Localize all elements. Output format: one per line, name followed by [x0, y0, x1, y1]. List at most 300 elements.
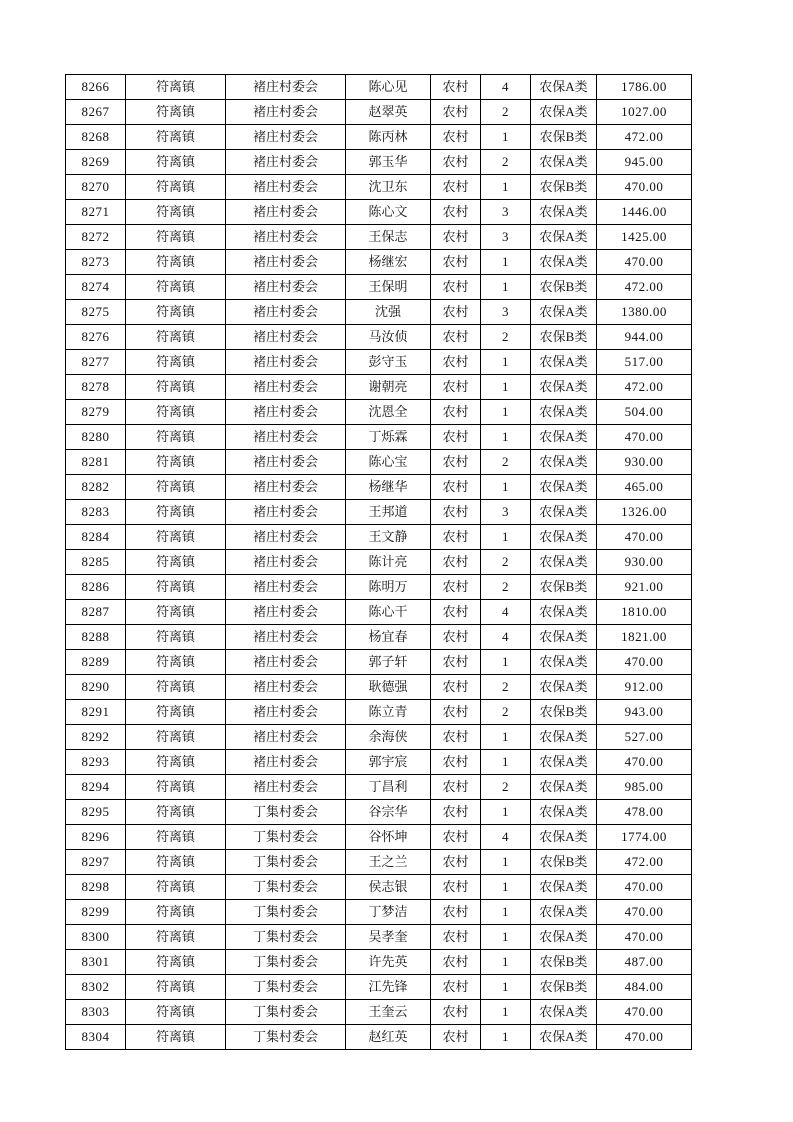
cell-town: 符离镇: [126, 625, 226, 650]
cell-id: 8269: [66, 150, 126, 175]
cell-village: 褚庄村委会: [226, 650, 346, 675]
cell-village: 褚庄村委会: [226, 275, 346, 300]
cell-village: 丁集村委会: [226, 825, 346, 850]
cell-count: 1: [481, 650, 531, 675]
cell-category: 农保A类: [531, 1000, 597, 1025]
cell-town: 符离镇: [126, 675, 226, 700]
cell-count: 4: [481, 625, 531, 650]
cell-town: 符离镇: [126, 450, 226, 475]
cell-name: 谢朝亮: [346, 375, 431, 400]
cell-amount: 470.00: [597, 525, 692, 550]
cell-type: 农村: [431, 125, 481, 150]
cell-name: 陈明万: [346, 575, 431, 600]
cell-count: 2: [481, 775, 531, 800]
cell-id: 8295: [66, 800, 126, 825]
cell-amount: 470.00: [597, 425, 692, 450]
cell-count: 1: [481, 250, 531, 275]
cell-town: 符离镇: [126, 950, 226, 975]
cell-category: 农保A类: [531, 650, 597, 675]
cell-category: 农保A类: [531, 600, 597, 625]
cell-type: 农村: [431, 875, 481, 900]
cell-name: 王保明: [346, 275, 431, 300]
cell-type: 农村: [431, 850, 481, 875]
cell-id: 8297: [66, 850, 126, 875]
cell-town: 符离镇: [126, 1025, 226, 1050]
cell-count: 1: [481, 375, 531, 400]
table-row: [66, 600, 692, 625]
cell-count: 1: [481, 275, 531, 300]
cell-village: 褚庄村委会: [226, 325, 346, 350]
table-row: [66, 950, 692, 975]
cell-category: 农保A类: [531, 1025, 597, 1050]
cell-id: 8303: [66, 1000, 126, 1025]
cell-id: 8304: [66, 1025, 126, 1050]
cell-village: 褚庄村委会: [226, 700, 346, 725]
cell-name: 沈恩全: [346, 400, 431, 425]
table-row: [66, 125, 692, 150]
cell-category: 农保B类: [531, 700, 597, 725]
table-row: [66, 1025, 692, 1050]
cell-count: 1: [481, 475, 531, 500]
table-row: [66, 500, 692, 525]
cell-category: 农保A类: [531, 750, 597, 775]
table-row: [66, 925, 692, 950]
table-body: [66, 75, 692, 1050]
cell-type: 农村: [431, 325, 481, 350]
cell-town: 符离镇: [126, 250, 226, 275]
cell-id: 8301: [66, 950, 126, 975]
cell-amount: 1810.00: [597, 600, 692, 625]
cell-id: 8298: [66, 875, 126, 900]
table-row: [66, 550, 692, 575]
cell-town: 符离镇: [126, 975, 226, 1000]
cell-category: 农保A类: [531, 450, 597, 475]
cell-town: 符离镇: [126, 700, 226, 725]
cell-id: 8276: [66, 325, 126, 350]
cell-type: 农村: [431, 825, 481, 850]
cell-name: 陈心宝: [346, 450, 431, 475]
table-row: [66, 475, 692, 500]
cell-village: 褚庄村委会: [226, 550, 346, 575]
cell-id: 8294: [66, 775, 126, 800]
cell-id: 8270: [66, 175, 126, 200]
cell-category: 农保A类: [531, 775, 597, 800]
table-row: [66, 225, 692, 250]
cell-category: 农保A类: [531, 725, 597, 750]
cell-town: 符离镇: [126, 750, 226, 775]
cell-village: 褚庄村委会: [226, 500, 346, 525]
cell-name: 彭守玉: [346, 350, 431, 375]
cell-town: 符离镇: [126, 375, 226, 400]
cell-category: 农保A类: [531, 375, 597, 400]
cell-category: 农保A类: [531, 425, 597, 450]
cell-name: 马汝侦: [346, 325, 431, 350]
cell-id: 8280: [66, 425, 126, 450]
cell-type: 农村: [431, 550, 481, 575]
cell-id: 8266: [66, 75, 126, 100]
table-row: [66, 425, 692, 450]
cell-count: 4: [481, 600, 531, 625]
cell-village: 褚庄村委会: [226, 625, 346, 650]
cell-count: 1: [481, 750, 531, 775]
cell-town: 符离镇: [126, 800, 226, 825]
cell-village: 褚庄村委会: [226, 525, 346, 550]
cell-type: 农村: [431, 350, 481, 375]
table-row: [66, 575, 692, 600]
cell-town: 符离镇: [126, 300, 226, 325]
cell-amount: 478.00: [597, 800, 692, 825]
cell-name: 沈强: [346, 300, 431, 325]
cell-category: 农保B类: [531, 950, 597, 975]
cell-count: 4: [481, 825, 531, 850]
table-row: [66, 1000, 692, 1025]
cell-amount: 1326.00: [597, 500, 692, 525]
cell-type: 农村: [431, 500, 481, 525]
cell-town: 符离镇: [126, 775, 226, 800]
table-row: [66, 75, 692, 100]
cell-town: 符离镇: [126, 900, 226, 925]
cell-count: 1: [481, 350, 531, 375]
cell-name: 陈丙林: [346, 125, 431, 150]
cell-village: 褚庄村委会: [226, 250, 346, 275]
cell-name: 耿德强: [346, 675, 431, 700]
cell-amount: 517.00: [597, 350, 692, 375]
cell-count: 3: [481, 500, 531, 525]
cell-amount: 472.00: [597, 375, 692, 400]
cell-village: 丁集村委会: [226, 800, 346, 825]
cell-village: 褚庄村委会: [226, 400, 346, 425]
table-row: [66, 200, 692, 225]
cell-town: 符离镇: [126, 1000, 226, 1025]
cell-category: 农保B类: [531, 125, 597, 150]
cell-village: 丁集村委会: [226, 925, 346, 950]
cell-town: 符离镇: [126, 325, 226, 350]
table-row: [66, 775, 692, 800]
cell-village: 丁集村委会: [226, 900, 346, 925]
cell-name: 丁梦洁: [346, 900, 431, 925]
subsidy-table: [65, 74, 692, 1050]
cell-name: 丁昌利: [346, 775, 431, 800]
cell-category: 农保A类: [531, 350, 597, 375]
cell-name: 王文静: [346, 525, 431, 550]
cell-amount: 470.00: [597, 900, 692, 925]
cell-village: 丁集村委会: [226, 850, 346, 875]
cell-amount: 465.00: [597, 475, 692, 500]
cell-village: 褚庄村委会: [226, 450, 346, 475]
cell-amount: 527.00: [597, 725, 692, 750]
cell-category: 农保A类: [531, 675, 597, 700]
cell-category: 农保A类: [531, 900, 597, 925]
cell-count: 1: [481, 1025, 531, 1050]
cell-type: 农村: [431, 800, 481, 825]
cell-type: 农村: [431, 525, 481, 550]
cell-name: 杨继华: [346, 475, 431, 500]
cell-amount: 472.00: [597, 275, 692, 300]
cell-amount: 470.00: [597, 650, 692, 675]
cell-town: 符离镇: [126, 350, 226, 375]
cell-category: 农保B类: [531, 275, 597, 300]
cell-amount: 487.00: [597, 950, 692, 975]
cell-type: 农村: [431, 425, 481, 450]
cell-village: 褚庄村委会: [226, 100, 346, 125]
cell-type: 农村: [431, 750, 481, 775]
table-row: [66, 375, 692, 400]
cell-name: 王邦道: [346, 500, 431, 525]
cell-type: 农村: [431, 225, 481, 250]
cell-name: 侯志银: [346, 875, 431, 900]
cell-id: 8302: [66, 975, 126, 1000]
cell-village: 丁集村委会: [226, 975, 346, 1000]
cell-town: 符离镇: [126, 200, 226, 225]
cell-amount: 470.00: [597, 250, 692, 275]
cell-id: 8287: [66, 600, 126, 625]
cell-count: 1: [481, 800, 531, 825]
table-row: [66, 975, 692, 1000]
cell-type: 农村: [431, 450, 481, 475]
cell-village: 褚庄村委会: [226, 125, 346, 150]
cell-amount: 470.00: [597, 925, 692, 950]
cell-type: 农村: [431, 950, 481, 975]
cell-count: 1: [481, 725, 531, 750]
cell-type: 农村: [431, 400, 481, 425]
cell-village: 褚庄村委会: [226, 375, 346, 400]
cell-id: 8292: [66, 725, 126, 750]
table-row: [66, 750, 692, 775]
cell-town: 符离镇: [126, 925, 226, 950]
cell-type: 农村: [431, 300, 481, 325]
cell-id: 8299: [66, 900, 126, 925]
cell-amount: 985.00: [597, 775, 692, 800]
cell-amount: 472.00: [597, 125, 692, 150]
table-row: [66, 100, 692, 125]
cell-count: 3: [481, 200, 531, 225]
table-row: [66, 825, 692, 850]
cell-count: 1: [481, 850, 531, 875]
cell-name: 赵翠英: [346, 100, 431, 125]
cell-id: 8279: [66, 400, 126, 425]
cell-id: 8300: [66, 925, 126, 950]
cell-id: 8290: [66, 675, 126, 700]
cell-amount: 944.00: [597, 325, 692, 350]
cell-amount: 1774.00: [597, 825, 692, 850]
cell-village: 褚庄村委会: [226, 200, 346, 225]
cell-category: 农保A类: [531, 250, 597, 275]
cell-category: 农保B类: [531, 175, 597, 200]
cell-name: 王奎云: [346, 1000, 431, 1025]
table-row: [66, 850, 692, 875]
cell-count: 2: [481, 700, 531, 725]
cell-type: 农村: [431, 625, 481, 650]
cell-id: 8289: [66, 650, 126, 675]
cell-id: 8291: [66, 700, 126, 725]
cell-id: 8293: [66, 750, 126, 775]
cell-name: 陈心干: [346, 600, 431, 625]
cell-name: 陈心见: [346, 75, 431, 100]
cell-type: 农村: [431, 725, 481, 750]
table-row: [66, 250, 692, 275]
cell-category: 农保A类: [531, 525, 597, 550]
cell-amount: 1446.00: [597, 200, 692, 225]
cell-id: 8288: [66, 625, 126, 650]
cell-name: 陈立青: [346, 700, 431, 725]
cell-count: 1: [481, 950, 531, 975]
table-row: [66, 400, 692, 425]
cell-id: 8281: [66, 450, 126, 475]
cell-village: 褚庄村委会: [226, 225, 346, 250]
cell-category: 农保A类: [531, 400, 597, 425]
cell-village: 褚庄村委会: [226, 600, 346, 625]
cell-id: 8277: [66, 350, 126, 375]
cell-type: 农村: [431, 675, 481, 700]
cell-town: 符离镇: [126, 150, 226, 175]
cell-town: 符离镇: [126, 575, 226, 600]
table-row: [66, 300, 692, 325]
cell-name: 王之兰: [346, 850, 431, 875]
cell-amount: 504.00: [597, 400, 692, 425]
cell-village: 褚庄村委会: [226, 675, 346, 700]
cell-count: 1: [481, 125, 531, 150]
cell-id: 8283: [66, 500, 126, 525]
cell-id: 8271: [66, 200, 126, 225]
cell-category: 农保B类: [531, 575, 597, 600]
cell-category: 农保A类: [531, 800, 597, 825]
cell-name: 郭玉华: [346, 150, 431, 175]
cell-town: 符离镇: [126, 475, 226, 500]
cell-town: 符离镇: [126, 125, 226, 150]
cell-village: 褚庄村委会: [226, 175, 346, 200]
cell-amount: 930.00: [597, 450, 692, 475]
cell-type: 农村: [431, 775, 481, 800]
cell-town: 符离镇: [126, 400, 226, 425]
cell-name: 陈心文: [346, 200, 431, 225]
cell-village: 褚庄村委会: [226, 75, 346, 100]
cell-count: 1: [481, 875, 531, 900]
cell-amount: 945.00: [597, 150, 692, 175]
cell-amount: 470.00: [597, 1025, 692, 1050]
cell-category: 农保A类: [531, 475, 597, 500]
cell-type: 农村: [431, 275, 481, 300]
cell-town: 符离镇: [126, 600, 226, 625]
cell-category: 农保B类: [531, 850, 597, 875]
cell-count: 4: [481, 75, 531, 100]
cell-village: 丁集村委会: [226, 1025, 346, 1050]
cell-id: 8267: [66, 100, 126, 125]
cell-amount: 470.00: [597, 175, 692, 200]
cell-village: 褚庄村委会: [226, 725, 346, 750]
cell-village: 丁集村委会: [226, 1000, 346, 1025]
cell-amount: 472.00: [597, 850, 692, 875]
cell-type: 农村: [431, 250, 481, 275]
cell-category: 农保A类: [531, 225, 597, 250]
cell-category: 农保A类: [531, 100, 597, 125]
cell-category: 农保A类: [531, 200, 597, 225]
table-row: [66, 700, 692, 725]
cell-name: 江先锋: [346, 975, 431, 1000]
cell-amount: 930.00: [597, 550, 692, 575]
cell-count: 2: [481, 675, 531, 700]
cell-name: 杨继宏: [346, 250, 431, 275]
cell-name: 沈卫东: [346, 175, 431, 200]
cell-count: 2: [481, 550, 531, 575]
cell-town: 符离镇: [126, 850, 226, 875]
cell-category: 农保A类: [531, 875, 597, 900]
cell-type: 农村: [431, 975, 481, 1000]
cell-town: 符离镇: [126, 875, 226, 900]
cell-type: 农村: [431, 175, 481, 200]
cell-amount: 470.00: [597, 750, 692, 775]
cell-town: 符离镇: [126, 425, 226, 450]
cell-count: 1: [481, 525, 531, 550]
cell-type: 农村: [431, 375, 481, 400]
cell-category: 农保B类: [531, 325, 597, 350]
cell-count: 1: [481, 925, 531, 950]
cell-name: 许先英: [346, 950, 431, 975]
cell-amount: 921.00: [597, 575, 692, 600]
cell-town: 符离镇: [126, 175, 226, 200]
table-row: [66, 650, 692, 675]
cell-name: 余海侠: [346, 725, 431, 750]
cell-id: 8286: [66, 575, 126, 600]
cell-amount: 912.00: [597, 675, 692, 700]
cell-amount: 470.00: [597, 875, 692, 900]
cell-id: 8282: [66, 475, 126, 500]
cell-id: 8273: [66, 250, 126, 275]
cell-type: 农村: [431, 925, 481, 950]
cell-type: 农村: [431, 575, 481, 600]
table-row: [66, 625, 692, 650]
cell-category: 农保A类: [531, 925, 597, 950]
cell-id: 8285: [66, 550, 126, 575]
cell-town: 符离镇: [126, 75, 226, 100]
cell-name: 郭宇宸: [346, 750, 431, 775]
table-row: [66, 525, 692, 550]
cell-town: 符离镇: [126, 550, 226, 575]
table-row: [66, 800, 692, 825]
cell-category: 农保A类: [531, 550, 597, 575]
cell-town: 符离镇: [126, 825, 226, 850]
cell-count: 2: [481, 150, 531, 175]
cell-id: 8278: [66, 375, 126, 400]
cell-name: 丁烁霖: [346, 425, 431, 450]
cell-name: 王保志: [346, 225, 431, 250]
cell-type: 农村: [431, 200, 481, 225]
cell-amount: 943.00: [597, 700, 692, 725]
cell-town: 符离镇: [126, 525, 226, 550]
cell-id: 8274: [66, 275, 126, 300]
cell-type: 农村: [431, 650, 481, 675]
cell-type: 农村: [431, 100, 481, 125]
cell-name: 杨宜春: [346, 625, 431, 650]
cell-category: 农保A类: [531, 300, 597, 325]
cell-name: 吴孝奎: [346, 925, 431, 950]
cell-village: 褚庄村委会: [226, 750, 346, 775]
cell-town: 符离镇: [126, 100, 226, 125]
cell-village: 褚庄村委会: [226, 425, 346, 450]
cell-count: 3: [481, 225, 531, 250]
cell-type: 农村: [431, 150, 481, 175]
cell-category: 农保A类: [531, 825, 597, 850]
cell-count: 1: [481, 1000, 531, 1025]
cell-id: 8268: [66, 125, 126, 150]
cell-village: 丁集村委会: [226, 875, 346, 900]
table-row: [66, 350, 692, 375]
cell-id: 8284: [66, 525, 126, 550]
cell-village: 褚庄村委会: [226, 150, 346, 175]
cell-type: 农村: [431, 600, 481, 625]
cell-town: 符离镇: [126, 725, 226, 750]
table-row: [66, 450, 692, 475]
cell-amount: 1786.00: [597, 75, 692, 100]
